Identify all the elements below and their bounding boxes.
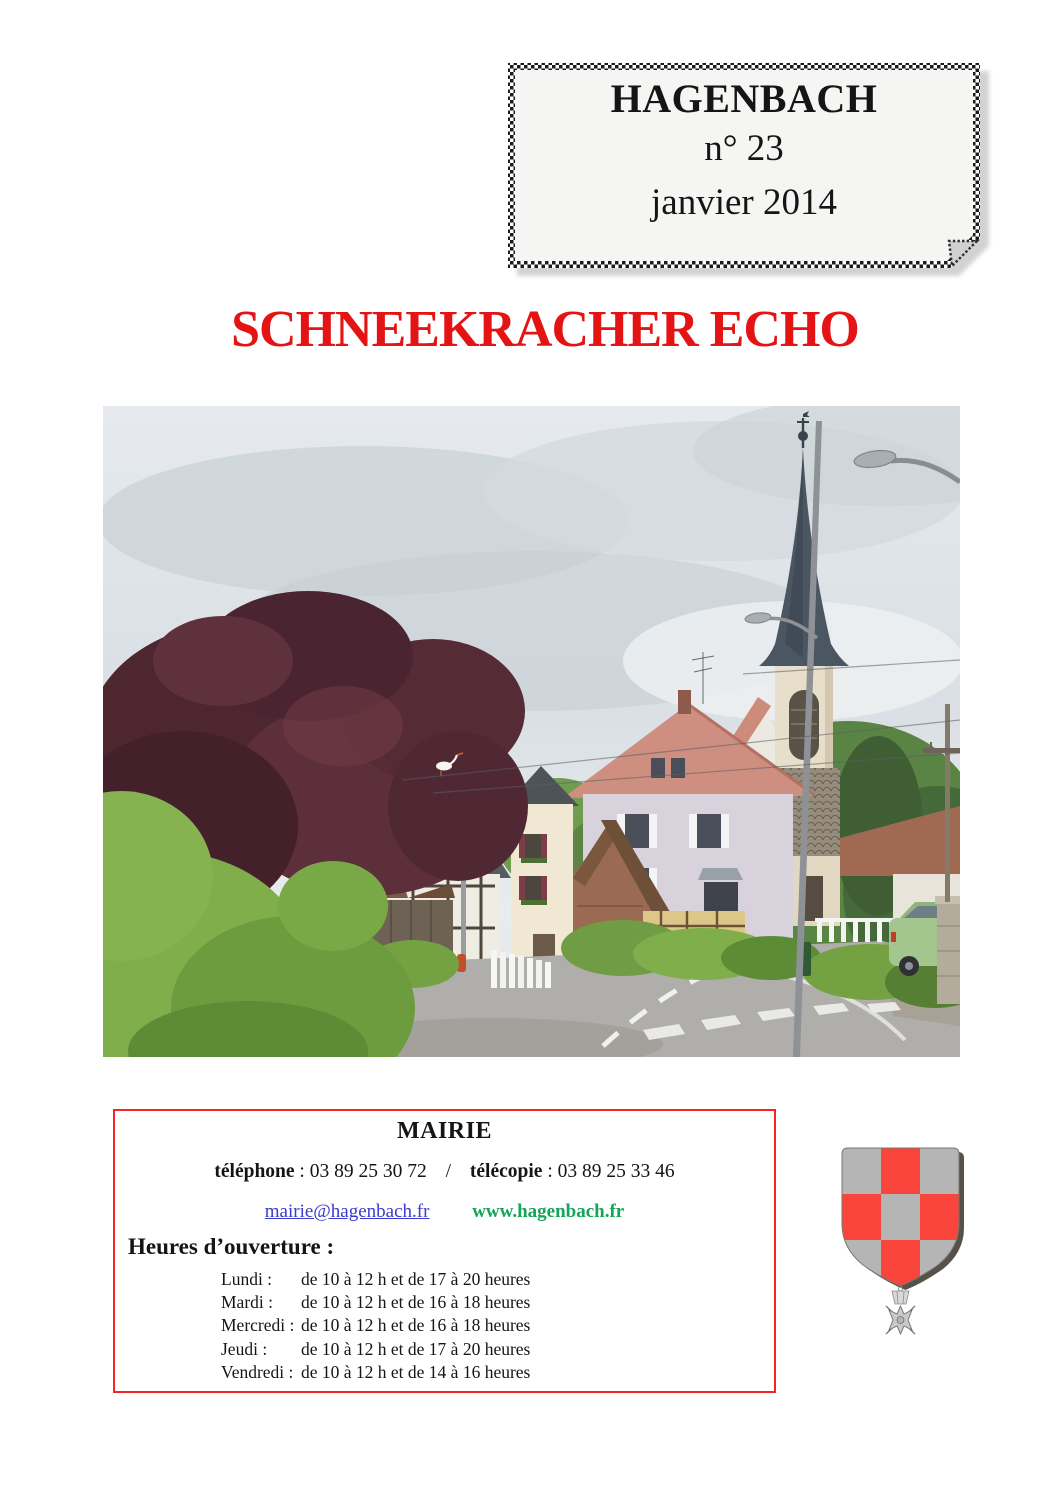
phone-label: téléphone [214, 1161, 295, 1182]
mairie-title: MAIRIE [396, 1118, 492, 1144]
day-label: Lundi : [221, 1269, 273, 1289]
links-line [115, 1201, 774, 1223]
masthead-text [508, 76, 980, 230]
phone-colon: : [299, 1161, 305, 1182]
day-hours: de 10 à 12 h et de 17 à 20 heures [301, 1338, 531, 1359]
website-link[interactable]: www.hagenbach.fr [472, 1201, 625, 1222]
masthead-title: HAGENBACH [610, 76, 878, 121]
door-canopy [698, 868, 743, 880]
war-cross-medal [886, 1287, 915, 1334]
masthead-box [503, 58, 1003, 293]
day-hours: de 10 à 12 h et de 16 à 18 heures [301, 1315, 531, 1336]
hours-row-wednesday [221, 1314, 530, 1337]
fax-number: 03 89 25 33 46 [557, 1161, 675, 1182]
stone-pillar [935, 896, 960, 1004]
hours-row-monday [221, 1268, 530, 1291]
phone-number: 03 89 25 30 72 [309, 1161, 427, 1182]
fax-label: télécopie [469, 1161, 543, 1182]
day-hours: de 10 à 12 h et de 14 à 16 heures [301, 1361, 531, 1382]
day-hours: de 10 à 12 h et de 17 à 20 heures [301, 1269, 531, 1289]
newsletter-headline: SCHNEEKRACHER ECHO [231, 301, 859, 358]
contact-separator: / [445, 1161, 452, 1182]
chimney [678, 690, 691, 714]
day-hours: de 10 à 12 h et de 16 à 18 heures [301, 1292, 531, 1313]
village-photo-illustration [103, 406, 960, 1057]
email-link[interactable]: mairie@hagenbach.fr [264, 1201, 430, 1222]
opening-hours-list [221, 1268, 530, 1384]
village-photo [103, 406, 960, 1057]
day-label: Mercredi : [221, 1315, 295, 1336]
masthead-issue-number: n° 23 [704, 128, 784, 169]
hours-row-thursday [221, 1338, 530, 1361]
mairie-info-box [113, 1109, 776, 1393]
day-label: Mardi : [221, 1292, 274, 1313]
fax-colon: : [547, 1161, 553, 1182]
contact-line [115, 1161, 774, 1183]
day-label: Vendredi : [221, 1361, 294, 1382]
opening-hours-heading: Heures d’ouverture : [128, 1234, 335, 1259]
masthead-date: janvier 2014 [651, 182, 837, 223]
day-label: Jeudi : [221, 1338, 268, 1359]
shield-checker [842, 1148, 959, 1292]
hours-row-tuesday [221, 1291, 530, 1314]
hours-row-friday [221, 1361, 530, 1384]
tail-light [891, 932, 896, 942]
flower-box [521, 858, 547, 863]
hagenbach-coat-of-arms [838, 1146, 968, 1351]
